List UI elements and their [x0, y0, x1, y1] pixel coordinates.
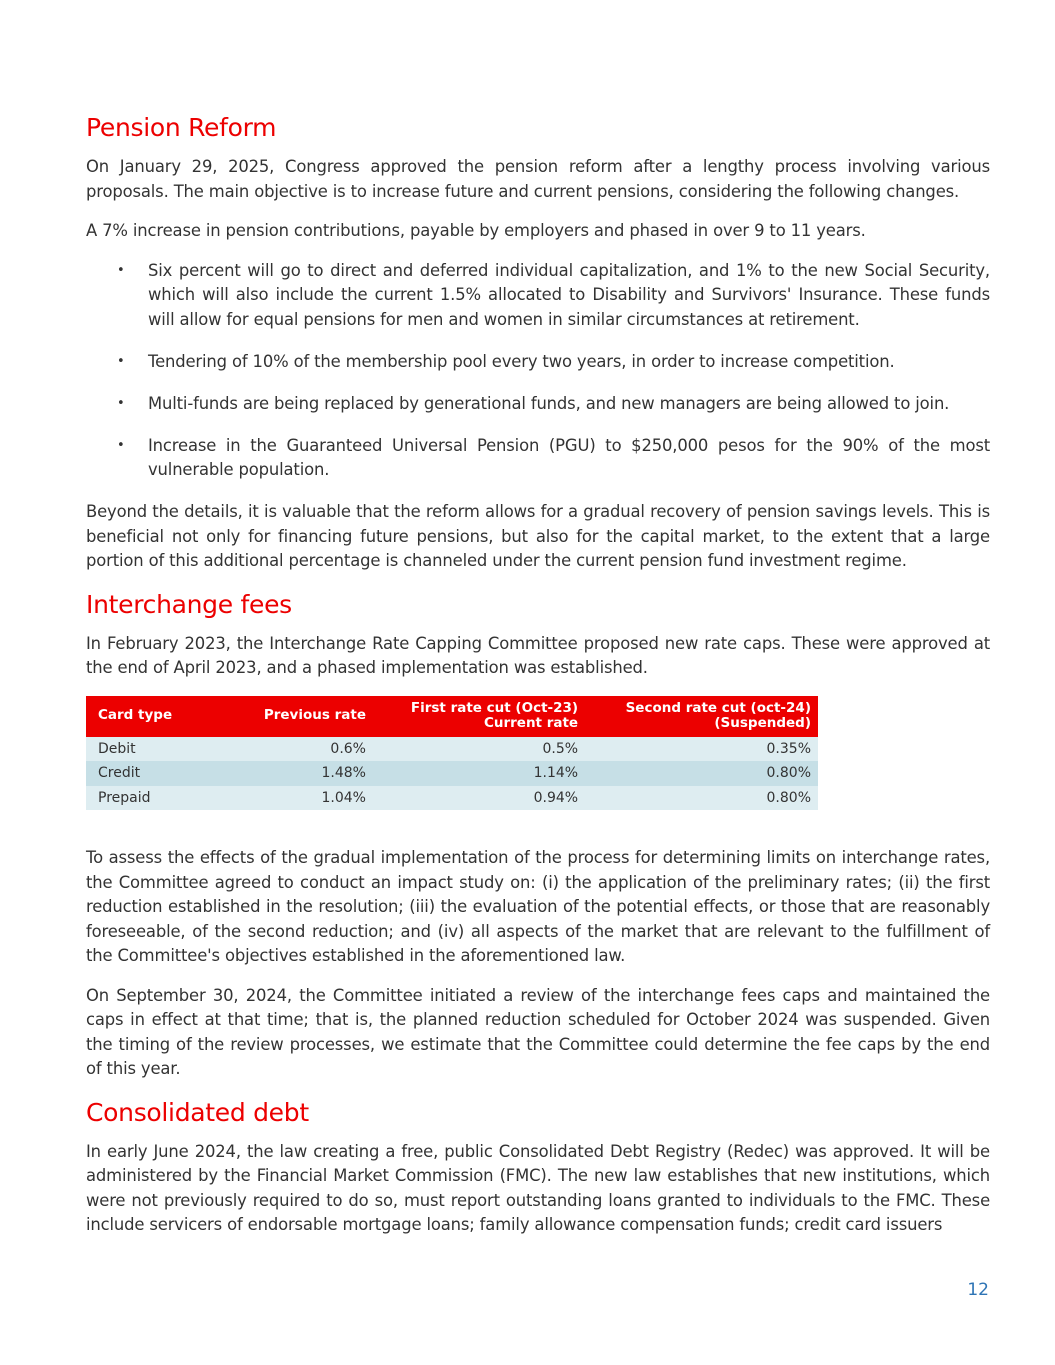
table-row — [86, 786, 818, 811]
bullet-text: Six percent will go to direct and deferred individual capitalization, and 1% to the new Social Security, which will also include the current 1.5% allocated to Disability and Survivors' Insurance. These funds will allow for equal pensions for men and women in similar circumstances at retirement. — [148, 260, 990, 329]
cell-first-rate: 0.94% — [533, 789, 579, 806]
bullet-item — [117, 350, 990, 375]
bullet-icon: • — [117, 437, 125, 453]
column-header-second-rate-cut — [585, 696, 818, 737]
cell-card-type: Debit — [98, 740, 136, 757]
paragraph: In February 2023, the Interchange Rate Capping Committee proposed new rate caps. These were approved at the end of April 2023, and a phased implementation was established. — [86, 633, 990, 677]
cell-second-rate: 0.80% — [766, 765, 811, 782]
column-header-previous-rate: Previous rate — [263, 707, 366, 724]
table-header-row — [86, 696, 818, 737]
header-line: First rate cut (Oct-23) — [410, 699, 579, 716]
cell-previous-rate: 1.04% — [321, 789, 366, 806]
cell-first-rate: 0.5% — [542, 740, 579, 757]
heading-pension-reform: Pension Reform — [86, 113, 277, 142]
bullet-list — [86, 259, 990, 483]
bullet-item — [117, 392, 990, 417]
section-interchange-fees — [86, 589, 990, 1082]
header-line: Current rate — [483, 715, 579, 731]
cell-previous-rate: 1.48% — [321, 765, 366, 782]
bullet-text: Multi-funds are being replaced by generational funds, and new managers are being allowed to join. — [148, 393, 950, 413]
cell-first-rate: 1.14% — [533, 765, 579, 782]
bullet-icon: • — [117, 262, 125, 278]
bullet-item — [117, 259, 990, 333]
paragraph: On January 29, 2025, Congress approved the pension reform after a lengthy process involving various proposals. The main objective is to increase future and current pensions, considering the following changes. — [86, 157, 990, 201]
table-row — [86, 737, 818, 762]
bullet-text: Tendering of 10% of the membership pool every two years, in order to increase competition. — [148, 351, 895, 371]
column-header-first-rate-cut — [373, 696, 585, 737]
cell-card-type: Prepaid — [98, 789, 151, 806]
bullet-icon: • — [117, 353, 125, 369]
cell-previous-rate: 0.6% — [330, 740, 366, 757]
bullet-item — [117, 434, 990, 483]
heading-interchange-fees: Interchange fees — [86, 589, 292, 619]
heading-consolidated-debt: Consolidated debt — [86, 1097, 309, 1127]
section-pension-reform — [86, 112, 990, 574]
header-line: Second rate cut (oct-24) — [625, 699, 811, 716]
interchange-rates-table — [86, 696, 818, 811]
bullet-text: Increase in the Guaranteed Universal Pension (PGU) to $250,000 pesos for the 90% of the most vulnerable population. — [148, 435, 990, 479]
cell-card-type: Credit — [98, 765, 141, 782]
bullet-icon: • — [117, 395, 125, 411]
paragraph: A 7% increase in pension contributions, payable by employers and phased in over 9 to 11 years. — [86, 221, 866, 240]
header-line: (Suspended) — [714, 715, 811, 731]
cell-second-rate: 0.80% — [766, 789, 811, 806]
document-page — [86, 112, 990, 1253]
paragraph: Beyond the details, it is valuable that the reform allows for a gradual recovery of pension savings levels. This is beneficial not only for financing future pensions, but also for the capital market, to the extent that a large portion of this additional percentage is channeled under the current pension fund investment regime. — [86, 502, 990, 570]
paragraph: On September 30, 2024, the Committee initiated a review of the interchange fees caps and maintained the caps in effect at that time; that is, the planned reduction scheduled for October 2024 was suspended. Given the timing of the review processes, we estimate that the Committee could determine the fee caps by the end of this year. — [86, 985, 990, 1078]
cell-second-rate: 0.35% — [766, 740, 811, 757]
paragraph: To assess the effects of the gradual implementation of the process for determining limits on interchange rates, the Committee agreed to conduct an impact study on: (i) the application of the preliminary rates; (ii) the first reduction established in the resolution; (iii) the evaluation of the potential effects, or those that are reasonably foreseeable, of the second reduction; and (iv) all aspects of the market that are relevant to the fulfillment of the Committee's objectives established in the aforementioned law. — [86, 848, 990, 965]
page-number: 12 — [967, 1280, 989, 1300]
section-consolidated-debt — [86, 1097, 990, 1238]
table-row — [86, 761, 818, 786]
paragraph: In early June 2024, the law creating a free, public Consolidated Debt Registry (Redec) was approved. It will be administered by the Financial Market Commission (FMC). The new law establishes that new institutions, which were not previously required to do so, must report outstanding loans granted to individuals to the FMC. These include servicers of endorsable mortgage loans; family allowance compensation funds; credit card issuers — [86, 1141, 990, 1234]
column-header-card-type: Card type — [98, 707, 173, 724]
